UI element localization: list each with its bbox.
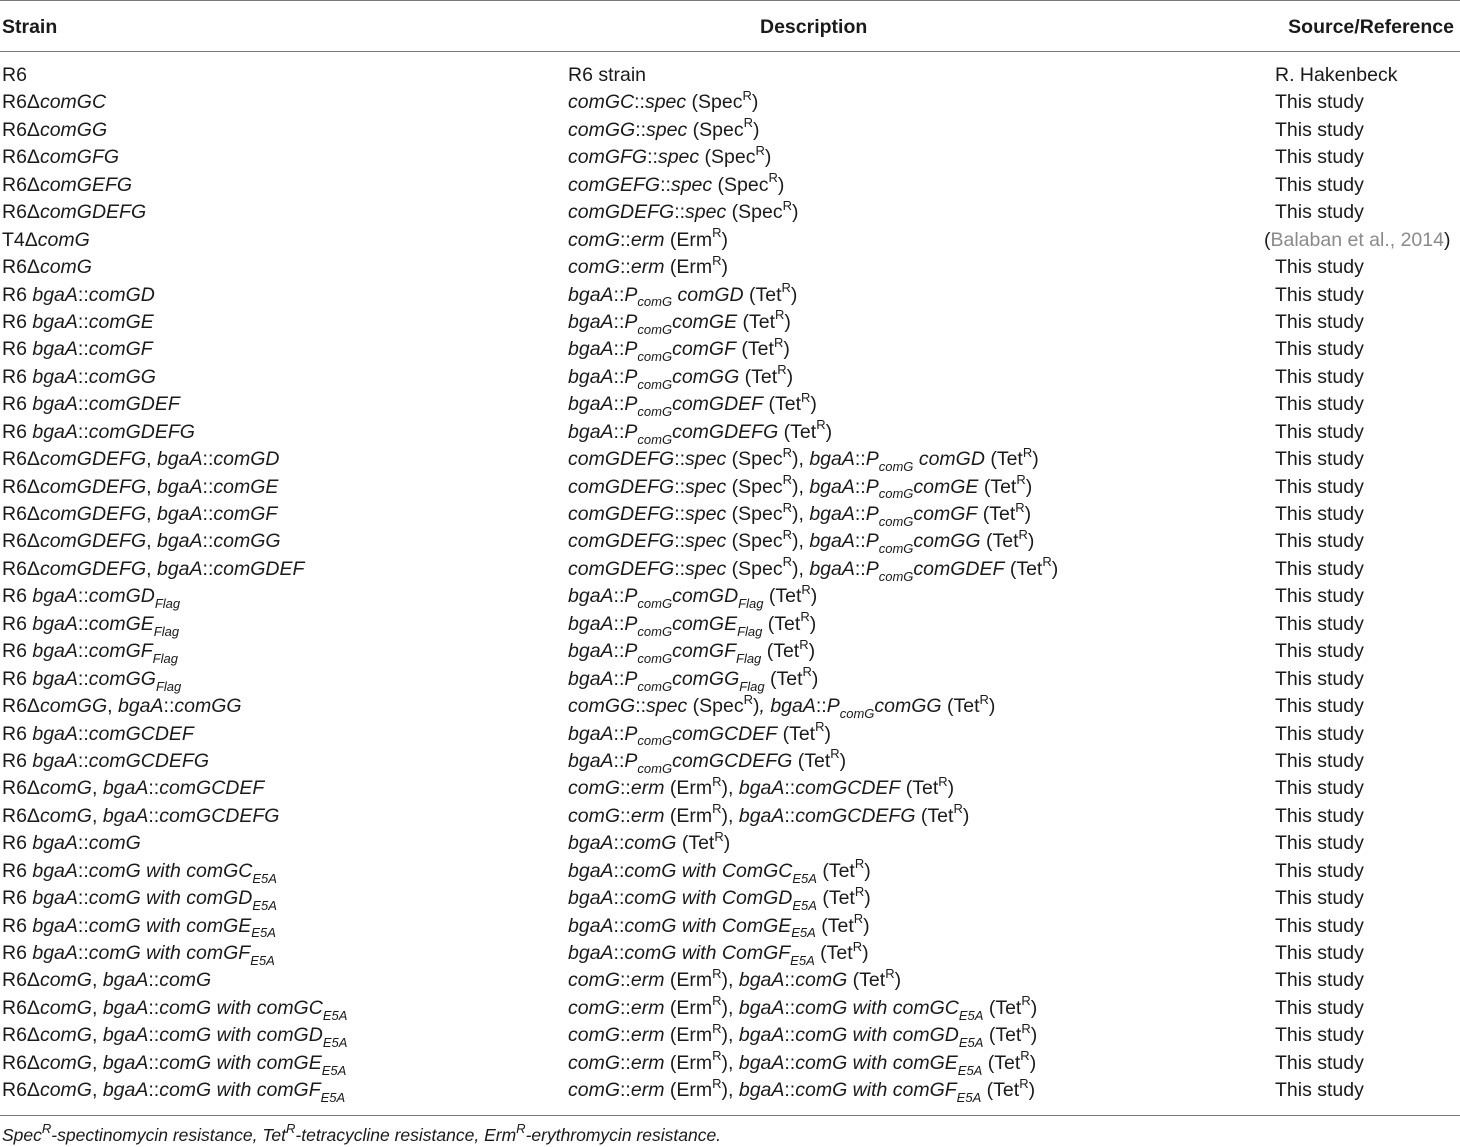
table-body [0, 62, 1460, 1105]
strain-cell: R6ΔcomGDEFG, bgaA::comGD [2, 448, 280, 471]
description-cell: $bgaA::P_{comG}$ comGD (Tet$^R$) [568, 280, 798, 310]
source-cell: This study [1275, 804, 1364, 827]
table-row [0, 227, 1460, 254]
description-cell: $bgaA::P_{comG}comGF_{Flag}$ (Tet$^R$) [568, 636, 816, 667]
strain-cell: R6 bgaA::comGD$_{Flag}$ [2, 585, 181, 612]
description-cell: comG::erm (Erm$^R$), bgaA::comG with comGF$_{E5A}$ (Tet$^R$) [568, 1075, 1036, 1106]
table-row [0, 89, 1460, 116]
table-row [0, 1022, 1460, 1049]
strain-cell: R6 bgaA::comGDEF [2, 393, 180, 416]
table-row [0, 638, 1460, 665]
source-cell: This study [1275, 557, 1364, 580]
strain-cell: R6 bgaA::comGCDEF [2, 722, 194, 745]
description-cell: $bgaA::P_{comG}comGG$ (Tet$^R$) [568, 362, 794, 392]
source-cell: This study [1275, 832, 1364, 855]
strain-cell: R6ΔcomG [2, 256, 92, 279]
header-rule [0, 51, 1460, 52]
strain-cell: R6ΔcomGC [2, 91, 107, 114]
description-cell: comGG::spec (Spec$^R$) [568, 115, 760, 141]
description-cell: comG::erm (Erm$^R$) [568, 252, 728, 279]
description-cell: $bgaA::P_{comG}comGCDEFG$ (Tet$^R$) [568, 746, 847, 776]
table-row [0, 282, 1460, 309]
description-cell: comGDEFG::spec (Spec$^R$), $bgaA::P_{comG}comGG$ (Tet$^R$) [568, 526, 1035, 557]
description-cell: $bgaA::P_{comG}comGDEFG$ (Tet$^R$) [568, 417, 833, 447]
table-row [0, 336, 1460, 363]
source-cell: This study [1275, 887, 1364, 910]
table-header [0, 0, 1460, 52]
source-cell[interactable]: (Balaban et al., 2014) [1264, 228, 1451, 251]
strain-cell: R6ΔcomG, bgaA::comG with comGE$_{E5A}$ [2, 1051, 347, 1078]
source-cell: This study [1275, 448, 1364, 471]
table-row [0, 858, 1460, 885]
source-cell: This study [1275, 942, 1364, 964]
source-cell: This study [1275, 914, 1364, 937]
strain-cell: R6 bgaA::comGG$_{Flag}$ [2, 667, 182, 694]
strain-cell: R6 bgaA::comG with comGE$_{E5A}$ [2, 914, 276, 941]
strain-cell: R6ΔcomG, bgaA::comG with comGF$_{E5A}$ [2, 1079, 346, 1106]
table-row [0, 721, 1460, 748]
description-cell: comG::erm (Erm$^R$), bgaA::comG with comGD$_{E5A}$ (Tet$^R$) [568, 1020, 1038, 1051]
table-row [0, 1077, 1460, 1104]
table-row [0, 666, 1460, 693]
description-cell: $bgaA::P_{comG}comGCDEF$ (Tet$^R$) [568, 719, 831, 749]
description-cell: comG::erm (Erm$^R$), bgaA::comGCDEF (Tet$^R$) [568, 773, 955, 800]
source-cell: This study [1275, 777, 1364, 800]
description-cell: comG::erm (Erm$^R$), bgaA::comG with comGE$_{E5A}$ (Tet$^R$) [568, 1048, 1037, 1078]
strain-cell: R6 bgaA::comG with comGF$_{E5A}$ [2, 942, 275, 968]
column-header-strain: Strain [2, 16, 58, 38]
table-row [0, 556, 1460, 583]
table-row [0, 144, 1460, 171]
source-cell: This study [1275, 365, 1364, 388]
table-row [0, 528, 1460, 555]
source-cell: This study [1275, 859, 1364, 882]
strain-cell: R6 bgaA::comGCDEFG [2, 749, 210, 772]
strain-cell: R6ΔcomGEFG [2, 173, 133, 196]
table-row [0, 967, 1460, 994]
table-row [0, 583, 1460, 610]
table-row [0, 446, 1460, 473]
strain-cell: R6ΔcomG, bgaA::comG [2, 969, 212, 992]
strain-cell: R6ΔcomG, bgaA::comG with comGD$_{E5A}$ [2, 1024, 348, 1051]
source-cell: This study [1275, 201, 1364, 224]
source-cell: This study [1275, 503, 1364, 525]
table-row [0, 172, 1460, 199]
source-cell: This study [1275, 173, 1364, 196]
table-row [0, 803, 1460, 830]
table-row [0, 117, 1460, 144]
source-cell: This study [1275, 393, 1364, 416]
strain-cell: R6 bgaA::comG with comGD$_{E5A}$ [2, 887, 277, 914]
strain-cell: R6ΔcomGDEFG, bgaA::comGE [2, 475, 279, 498]
source-cell: This study [1275, 146, 1364, 169]
strain-cell: R6 bgaA::comGD [2, 283, 155, 306]
table-row [0, 474, 1460, 501]
strain-cell: R6ΔcomGFG [2, 146, 120, 169]
source-cell: This study [1275, 256, 1364, 279]
source-cell: This study [1275, 118, 1364, 141]
table-row [0, 1050, 1460, 1077]
description-cell: comGDEFG::spec (Spec$^R$), $bgaA::P_{comG}$ comGD (Tet$^R$) [568, 444, 1039, 475]
table-row [0, 419, 1460, 446]
source-cell: This study [1275, 585, 1364, 608]
strain-cell: R6 bgaA::comGE$_{Flag}$ [2, 612, 180, 639]
table-footnote: Spec$^R$-spectinomycin resistance, Tet$^R$-tetracycline resistance, Erm$^R$-erythromycin resistance. [2, 1121, 722, 1145]
description-cell: bgaA::comG with ComGC$_{E5A}$ (Tet$^R$) [568, 856, 871, 886]
column-header-source: Source/Reference [1288, 16, 1454, 38]
source-cell: This study [1275, 695, 1364, 718]
description-cell: comGDEFG::spec (Spec$^R$), $bgaA::P_{comG}comGE$ (Tet$^R$) [568, 472, 1033, 502]
strain-cell: R6 bgaA::comGF [2, 338, 153, 361]
strain-cell: R6ΔcomGDEFG, bgaA::comGG [2, 530, 281, 553]
source-cell: This study [1275, 1051, 1364, 1074]
strain-cell: R6 bgaA::comGE [2, 310, 154, 333]
strain-cell: R6 bgaA::comGF$_{Flag}$ [2, 640, 178, 667]
description-cell: comG::erm (Erm$^R$), bgaA::comG (Tet$^R$) [568, 965, 902, 992]
description-cell: $bgaA::P_{comG}comGDEF$ (Tet$^R$) [568, 389, 817, 420]
source-cell: This study [1275, 283, 1364, 306]
table-row [0, 309, 1460, 336]
table-row [0, 995, 1460, 1022]
strain-cell: R6ΔcomG, bgaA::comGCDEF [2, 777, 265, 800]
description-cell: comG::erm (Erm$^R$), bgaA::comGCDEFG (Tet$^R$) [568, 801, 970, 827]
description-cell: comGDEFG::spec (Spec$^R$), $bgaA::P_{comG}comGDEF$ (Tet$^R$) [568, 554, 1059, 584]
description-cell: comGC::spec (Spec$^R$) [568, 87, 759, 114]
source-cell: This study [1275, 612, 1364, 635]
description-cell: bgaA::comG (Tet$^R$) [568, 828, 731, 855]
description-cell: comGFG::spec (Spec$^R$) [568, 142, 772, 169]
source-cell: This study [1275, 475, 1364, 498]
table-row [0, 775, 1460, 802]
table-row [0, 199, 1460, 226]
description-cell: $bgaA::P_{comG}comGE_{Flag}$ (Tet$^R$) [568, 609, 817, 639]
description-cell: bgaA::comG with ComGD$_{E5A}$ (Tet$^R$) [568, 883, 871, 914]
description-cell: comGDEFG::spec (Spec$^R$) [568, 197, 799, 224]
description-cell: comGG::spec (Spec$^R$), $bgaA::P_{comG}comGG$ (Tet$^R$) [568, 691, 996, 721]
source-cell: This study [1275, 996, 1364, 1019]
strain-cell: R6ΔcomGG, bgaA::comGG [2, 695, 242, 718]
source-cell: This study [1275, 1024, 1364, 1047]
strain-cell: R6ΔcomGG [2, 118, 108, 141]
source-cell: This study [1275, 310, 1364, 333]
strain-cell: R6ΔcomG, bgaA::comG with comGC$_{E5A}$ [2, 996, 348, 1023]
source-cell: This study [1275, 640, 1364, 663]
table-row [0, 913, 1460, 940]
table-row [0, 364, 1460, 391]
description-cell: $bgaA::P_{comG}comGD_{Flag}$ (Tet$^R$) [568, 581, 818, 612]
table-row [0, 62, 1460, 89]
source-cell: This study [1275, 530, 1364, 553]
description-cell: $bgaA::P_{comG}comGG_{Flag}$ (Tet$^R$) [568, 664, 819, 694]
table-row [0, 611, 1460, 638]
description-cell: bgaA::comG with ComGF$_{E5A}$ (Tet$^R$) [568, 938, 869, 968]
strain-cell: R6 bgaA::comGDEFG [2, 420, 195, 443]
table-row [0, 748, 1460, 775]
table-row [0, 885, 1460, 912]
column-header-description: Description [760, 16, 868, 38]
table-row [0, 501, 1460, 528]
strain-cell: R6 bgaA::comG with comGC$_{E5A}$ [2, 859, 277, 886]
description-cell: comG::erm (Erm$^R$) [568, 225, 728, 251]
strain-cell: R6ΔcomGDEFG, bgaA::comGF [2, 503, 278, 525]
strain-cell: R6ΔcomG, bgaA::comGCDEFG [2, 804, 280, 827]
footer-rule [0, 1115, 1460, 1116]
source-cell: This study [1275, 722, 1364, 745]
source-cell: This study [1275, 338, 1364, 361]
table-row [0, 254, 1460, 281]
table-row [0, 391, 1460, 418]
strain-cell: R6 bgaA::comGG [2, 365, 156, 388]
source-cell: This study [1275, 749, 1364, 772]
strain-cell: R6 bgaA::comG [2, 832, 141, 855]
table-row [0, 693, 1460, 720]
strain-cell: R6 [2, 64, 27, 86]
strain-cell: R6ΔcomGDEFG, bgaA::comGDEF [2, 557, 305, 580]
strain-cell: R6ΔcomGDEFG [2, 201, 147, 224]
source-cell: This study [1275, 420, 1364, 443]
source-cell: This study [1275, 667, 1364, 690]
table-row [0, 830, 1460, 857]
source-cell: R. Hakenbeck [1275, 64, 1398, 86]
description-cell: comGDEFG::spec (Spec$^R$), $bgaA::P_{comG}comGF$ (Tet$^R$) [568, 499, 1032, 529]
description-cell: R6 strain [568, 64, 647, 86]
source-cell: This study [1275, 1079, 1364, 1102]
description-cell: comGEFG::spec (Spec$^R$) [568, 170, 785, 196]
strain-cell: T4ΔcomG [2, 228, 90, 251]
description-cell: comG::erm (Erm$^R$), bgaA::comG with comGC$_{E5A}$ (Tet$^R$) [568, 993, 1038, 1023]
source-cell: This study [1275, 91, 1364, 114]
description-cell: $bgaA::P_{comG}comGE$ (Tet$^R$) [568, 307, 791, 337]
table-row [0, 940, 1460, 967]
source-cell: This study [1275, 969, 1364, 992]
description-cell: bgaA::comG with ComGE$_{E5A}$ (Tet$^R$) [568, 911, 870, 941]
description-cell: $bgaA::P_{comG}comGF$ (Tet$^R$) [568, 334, 790, 365]
